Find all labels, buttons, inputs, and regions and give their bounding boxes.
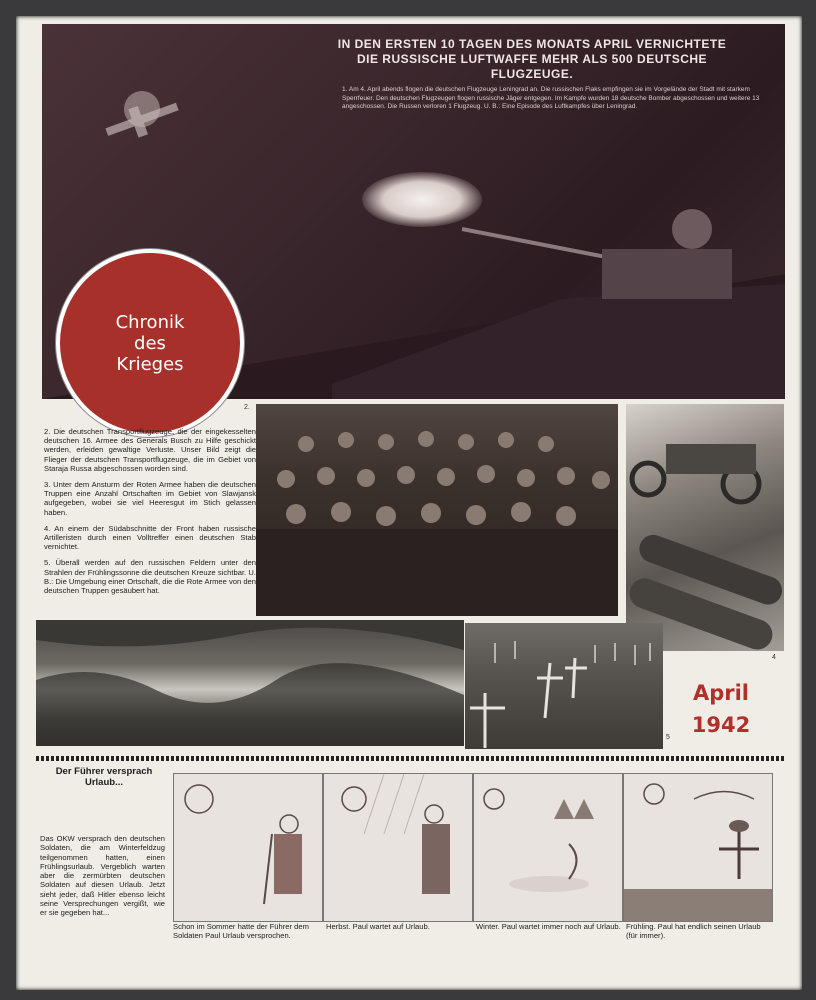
chronik-badge	[56, 249, 244, 437]
comic-panel-spring	[623, 773, 773, 922]
winter-panel-drawing	[474, 774, 622, 921]
abandoned-equipment-photo	[626, 404, 784, 651]
caption-spring: Frühling. Paul hat endlich seinen Urlaub (für immer).	[626, 922, 761, 941]
top-photo-caption: 1. Am 4. April abends flogen die deutschen Flugzeuge Leningrad an. Die russischen Flaks empfingen sie im Vorgelände der Stadt mit starkem Sperrfeuer. Den deutschen Flugzeugen flogen russische Jäger entgegen. Im Kampfe wurden 18 deutsche Bomber abgeschossen und weitere 13 angeschossen. Die Russen verloren 1 Flugzeug. U. B.: Eine Episode des Luftkampfes über Leningrad.	[342, 86, 760, 111]
airmen-group-illustration	[256, 404, 618, 616]
flak-smoke	[362, 172, 482, 227]
equipment-illustration	[626, 404, 784, 651]
comic-panel-autumn	[323, 773, 473, 922]
badge-line-2: des	[134, 332, 166, 354]
badge-line-3: Krieges	[116, 353, 184, 375]
caption-winter: Winter. Paul wartet immer noch auf Urlaub.	[476, 922, 621, 931]
photo-number-2: 2.	[244, 404, 250, 411]
village-illustration	[36, 620, 464, 746]
paragraph-4: 4. An einem der Südabschnitte der Front haben russische Artilleristen durch einen Volltreffer einen deutschen Stab vernichtet.	[44, 523, 256, 552]
comic-panel-summer	[173, 773, 323, 922]
paragraph-2: 2. Die deutschen Transportflugzeuge, die der eingekesselten deutschen 16. Armee des Generals Busch zu Hilfe geschickt werden, erleiden gewaltige Verluste. Unser Bild zeigt die Flieger der deutschen Transportflugzeuge, die im Gebiet von Staraja Russa abgeschossen worden sind.	[44, 427, 256, 473]
comic-panel-winter	[473, 773, 623, 922]
issue-date	[671, 677, 771, 741]
captured-airmen-photo	[256, 404, 618, 616]
paragraph-3: 3. Unter dem Ansturm der Roten Armee haben die deutschen Truppen eine Anzahl Ortschaften im Gebiet von Slawjansk aufgegeben, wobei sie viel Heeresgut im Stich gelassen haben.	[44, 480, 256, 517]
graves-illustration	[465, 623, 663, 749]
photo-number-5: 5	[666, 734, 670, 741]
date-month: April	[692, 681, 750, 705]
caption-autumn: Herbst. Paul wartet auf Urlaub.	[326, 922, 430, 931]
left-column-text	[44, 427, 256, 602]
photo-number-4: 4	[772, 654, 776, 661]
section-divider	[36, 756, 784, 761]
abandoned-village-photo	[36, 620, 464, 746]
spring-panel-drawing	[624, 774, 772, 921]
autumn-panel-drawing	[324, 774, 472, 921]
headline: IN DEN ERSTEN 10 TAGEN DES MONATS APRIL VERNICHTETE DIE RUSSISCHE LUFTWAFFE MEHR ALS 500 DEUTSCHE FLUGZEUGE.	[337, 37, 727, 81]
badge-line-1: Chronik	[115, 311, 185, 333]
date-year: 1942	[691, 713, 751, 737]
paragraph-5: 5. Überall werden auf den russischen Feldern unter den Strahlen der Frühlingssonne die deutschen Kreuze sichtbar. U. B.: Die Umgebung einer Ortschaft, die die Rote Armee von den deutschen Truppen gesäubert hat.	[44, 558, 256, 596]
comic-title: Der Führer versprach Urlaub...	[55, 766, 153, 788]
comic-intro-text: Das OKW versprach den deutschen Soldaten, die am Winterfeldzug teilgenommen hatten, einen Frühlingsurlaub. Vergeblich warten aber die zermürbten deutschen Soldaten auf diesen Urlaub. Jetzt sieht jeder, daß Hitler ebenso leicht seine Versprechungen vergißt, wie er sie gegeben hat...	[40, 834, 165, 918]
magazine-page	[16, 16, 802, 990]
summer-panel-drawing	[174, 774, 322, 921]
german-graves-photo	[465, 623, 663, 749]
caption-summer: Schon im Sommer hatte der Führer dem Soldaten Paul Urlaub versprochen.	[173, 922, 309, 941]
